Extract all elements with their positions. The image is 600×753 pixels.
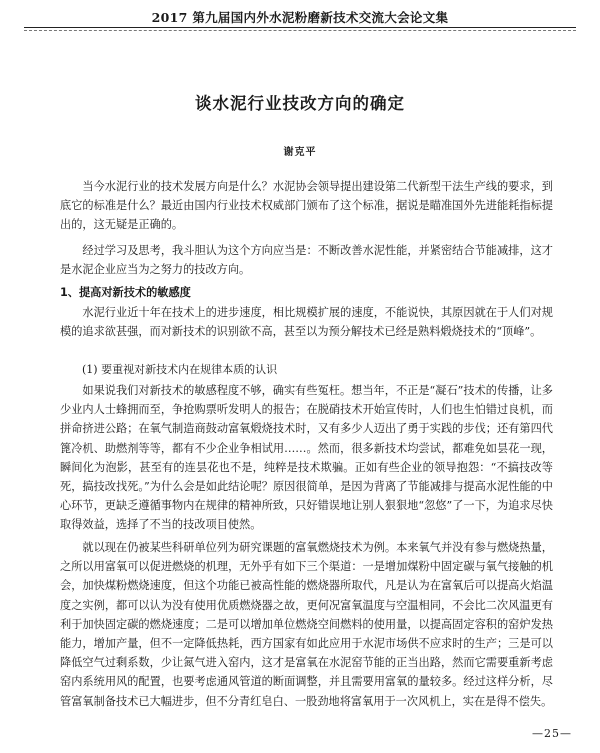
paragraph-sensitivity: 如果说我们对新技术的敏感程度不够，确实有些冤枉。想当年，不正是“凝石”技术的传播，让多少业内人士蜂拥而至，争抢购票听发明人的报告；在脱硝技术开始宣传时，人们也生怕错过良机，而拼命挤进公路；在氧气制造商鼓动富氧煅烧技术时，又有多少人迈出了勇于实践的步伐；还有第四代篦冷机、助燃剂等等，都有不少企业争相试用……。然而，很多新技术均尝试，都难免如昙花一现，瞬间化为泡影，甚至有的连昙花也不是，纯粹是技术欺骗。正如有些企业的领导抱怨：“不搞技改等死，搞技改找死。”为什么会是如此结论呢？原因很简单，是因为背离了节能减排与提高水泥性能的中心环节，更缺乏遵循事物内在规律的精神所致，只好错误地让别人狠狠地“忽悠”了一下，为追求尽快取得效益，选择了不当的技改项目使然。 (60, 384, 553, 532)
header-divider (24, 27, 576, 28)
article-author: 谢克平 (283, 147, 317, 158)
running-header: 2017 第九届国内外水泥粉磨新技术交流大会论文集 (151, 10, 449, 25)
paragraph-intro: 当今水泥行业的技术发展方向是什么？水泥协会领导提出建设第二代新型干法生产线的要求，到底它的标准是什么？最近由国内行业技术权威部门颁布了这个标准，据说是瞄准国外先进能耗指标提出的，这无疑是正确的。 (60, 180, 553, 232)
header-divider-dashed (24, 30, 576, 31)
section-heading-1: 1、提高对新技术的敏感度 (60, 286, 191, 299)
page-number: —25— (532, 727, 572, 740)
paragraph-progress: 水泥行业近十年在技术上的进步速度，相比规模扩展的速度，不能说快，其原因就在于人们对规模的追求欲甚强，而对新技术的识别欲不高，甚至以为预分解技术已经是熟料煅烧技术的“顶峰”。 (60, 306, 553, 339)
article-title: 谈水泥行业技改方向的确定 (195, 94, 405, 113)
paragraph-direction: 经过学习及思考，我斗胆认为这个方向应当是：不断改善水泥性能，并紧密结合节能减排，这才是水泥企业应当为之努力的技改方向。 (60, 244, 553, 277)
subsection-heading-1: (1) 要重视对新技术内在规律本质的认识 (82, 363, 278, 376)
paragraph-oxygen-enriched: 就以现在仍被某些科研单位列为研究课题的富氧燃烧技术为例。本来氧气并没有参与燃烧热量，之所以用富氧可以促进燃烧的机理，无外乎有如下三个渠道：一是增加煤粉中固定碳与氧气接触的机会，加快煤粉燃烧速度，但这个功能已被高性能的燃烧器所取代，凡是认为在富氧后可以提高火焰温度之实例，都可以认为没有使用优质燃烧器之故，更何况富氧温度与空温相同，不会比二次风温更有利于加快固定碳的燃烧速度；二是可以增加单位燃烧空间燃料的使用量，以提高固定容积的窑炉发热能力，增加产量，但不一定降低热耗，西方国家有如此应用于水泥市场供不应求时的生产；三是可以降低空气过剩系数，少让氮气进入窑内，这才是富氧在水泥窑节能的正当出路，然而它需要重新考虑窑内系统用风的配置，也要考虑通风管道的断面调整，并且需要用富氧的量较多。经过这样分析，尽管富氧制备技术已大幅进步，但不分青红皂白、一股劲地将富氧用于一次风机上，实在是得不偿失。 (60, 541, 553, 708)
